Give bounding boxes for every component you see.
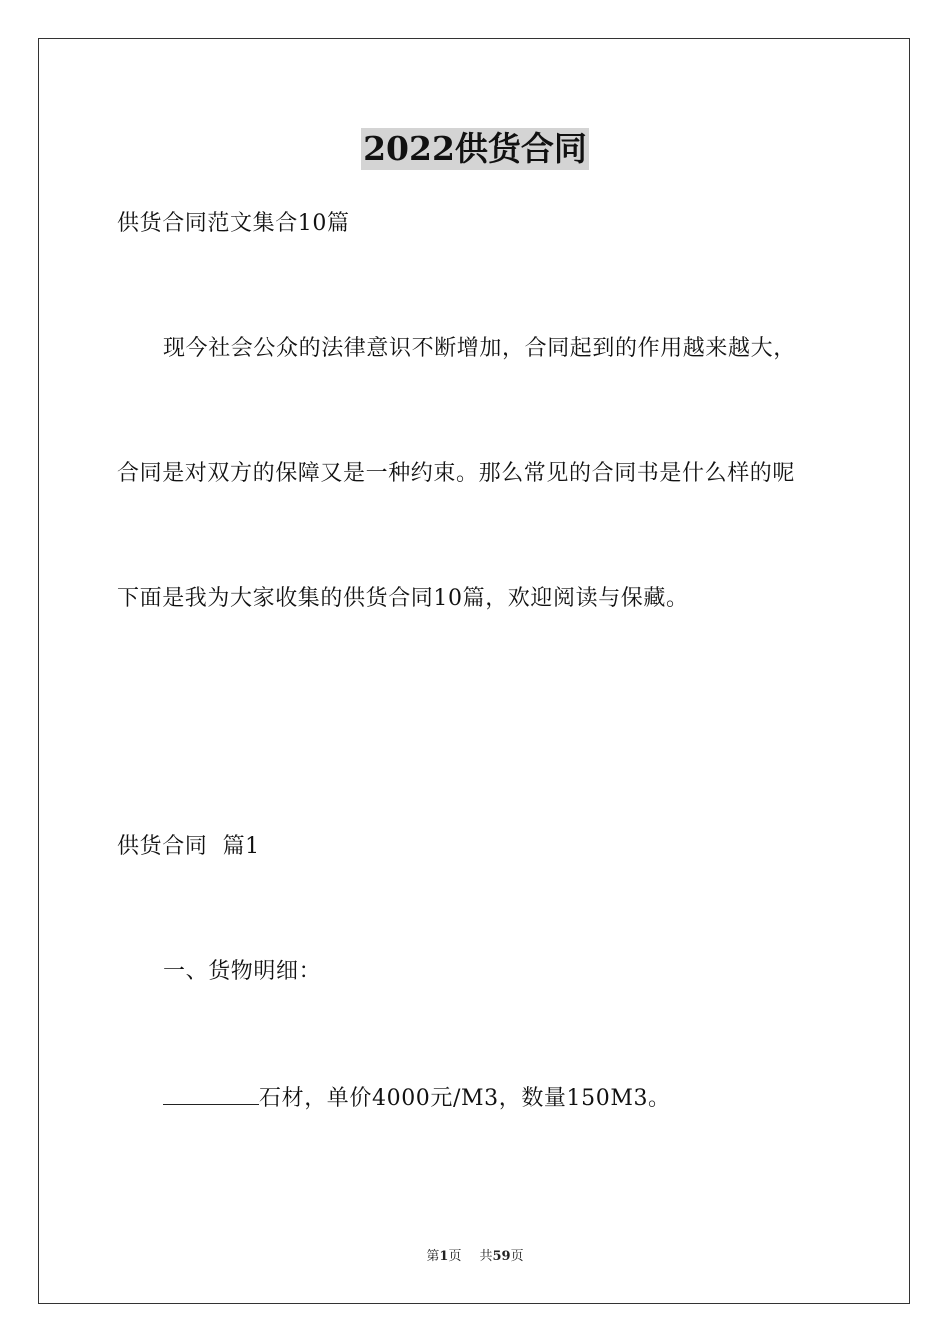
clause-line <box>163 1082 671 1114</box>
clause-heading: 一、货物明细： <box>163 959 322 984</box>
document-subtitle: 供货合同范文集合10篇 <box>117 211 350 236</box>
section-heading: 供货合同 篇1 <box>117 834 260 859</box>
page-footer <box>0 1248 950 1266</box>
clause-text: 石材，单价4000元/M3，数量150M3。 <box>259 1086 671 1111</box>
document-title: 2022供货合同 <box>363 129 587 168</box>
blank-underline <box>163 1082 259 1105</box>
footer-page-mid: 页 <box>448 1249 462 1264</box>
title-container <box>0 128 950 170</box>
footer-page-current: 1 <box>439 1249 449 1264</box>
footer-total-prefix: 共 <box>479 1249 493 1264</box>
intro-paragraph-line-1: 现今社会公众的法律意识不断增加，合同起到的作用越来越大， <box>163 336 796 361</box>
footer-page-total: 59 <box>492 1249 511 1264</box>
intro-paragraph-line-3: 下面是我为大家收集的供货合同10篇，欢迎阅读与保藏。 <box>117 586 689 611</box>
intro-paragraph-line-2: 合同是对双方的保障又是一种约束。那么常见的合同书是什么样的呢 <box>117 461 796 486</box>
footer-page-prefix: 第 <box>426 1249 440 1264</box>
footer-total-suffix: 页 <box>510 1249 524 1264</box>
